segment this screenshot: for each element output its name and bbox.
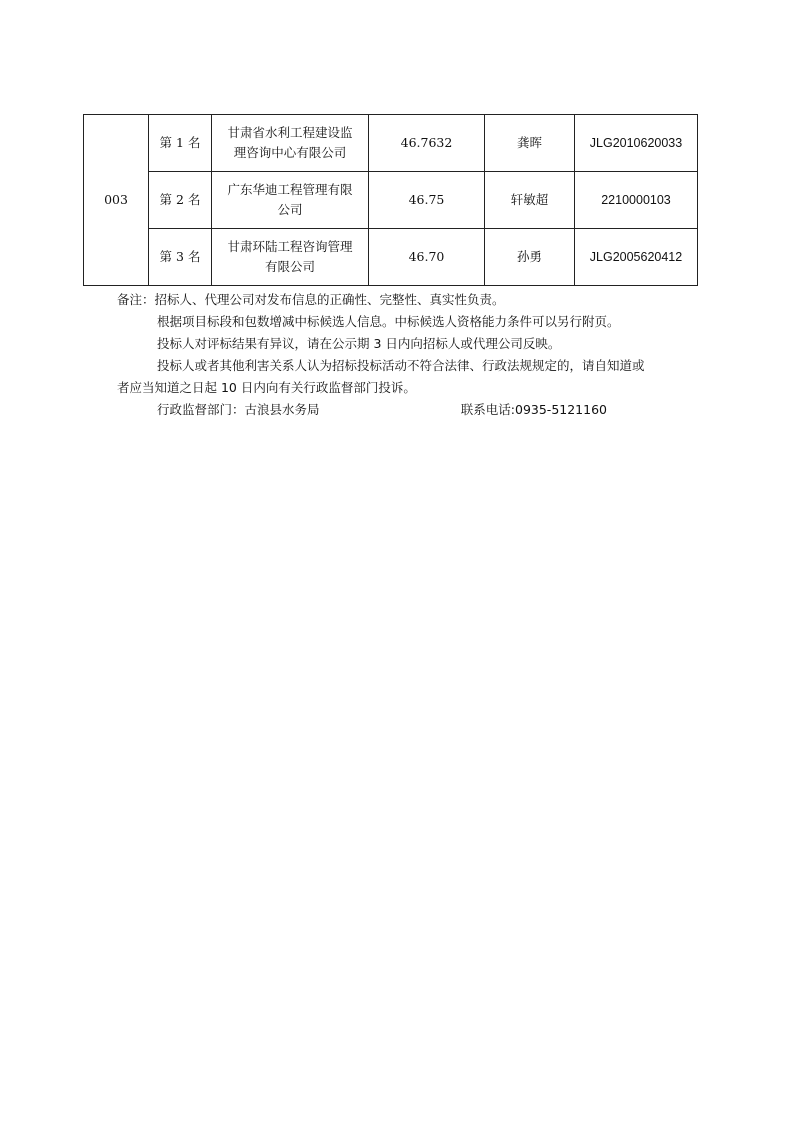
person-cell: 轩敏超 <box>485 172 575 229</box>
person-cell: 龚晖 <box>485 115 575 172</box>
company-name-line: 有限公司 <box>264 259 315 274</box>
score-cell: 46.70 <box>369 229 485 286</box>
note-complaint-continued: 者应当知道之日起 10 日内向有关行政监督部门投诉。 <box>117 380 416 395</box>
note-complaint: 投标人或者其他利害关系人认为招标投标活动不符合法律、行政法规规定的，请自知道或 <box>157 358 645 373</box>
certificate-cell: JLG2005620412 <box>575 229 698 286</box>
rank-cell: 第 2 名 <box>149 172 212 229</box>
rank-cell: 第 3 名 <box>149 229 212 286</box>
table-row <box>84 115 698 172</box>
supervision-department: 行政监督部门：古浪县水务局 <box>157 402 320 417</box>
company-name-line: 理咨询中心有限公司 <box>233 145 347 160</box>
note-candidates: 根据项目标段和包数增减中标候选人信息。中标候选人资格能力条件可以另行附页。 <box>157 314 620 329</box>
lot-number: 003 <box>84 115 149 286</box>
company-name-line: 甘肃省水利工程建设监 <box>227 125 353 140</box>
rank-cell: 第 1 名 <box>149 115 212 172</box>
note-disclaimer: 备注：招标人、代理公司对发布信息的正确性、完整性、真实性负责。 <box>117 292 505 307</box>
contact-phone: 联系电话:0935-5121160 <box>460 402 607 417</box>
certificate-cell: 2210000103 <box>575 172 698 229</box>
company-name-line: 广东华迪工程管理有限 <box>227 182 353 197</box>
company-name-line: 甘肃环陆工程咨询管理 <box>227 239 353 254</box>
notes-section <box>117 289 697 421</box>
company-cell <box>212 115 369 172</box>
table-row <box>84 172 698 229</box>
company-cell <box>212 172 369 229</box>
table-row <box>84 229 698 286</box>
candidate-table <box>83 114 698 286</box>
contact-line <box>117 399 697 421</box>
score-cell: 46.7632 <box>369 115 485 172</box>
score-cell: 46.75 <box>369 172 485 229</box>
company-cell <box>212 229 369 286</box>
certificate-cell: JLG2010620033 <box>575 115 698 172</box>
note-objection: 投标人对评标结果有异议，请在公示期 3 日内向招标人或代理公司反映。 <box>157 336 561 351</box>
company-name-line: 公司 <box>277 202 303 217</box>
person-cell: 孙勇 <box>485 229 575 286</box>
